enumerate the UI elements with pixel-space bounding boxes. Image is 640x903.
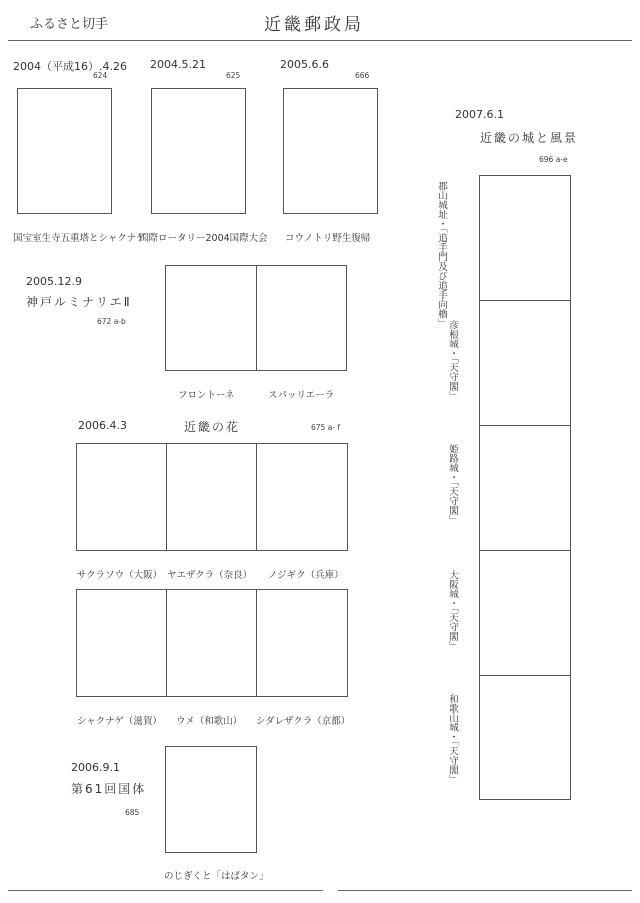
stamp-caption: ウメ（和歌山） [176,716,243,727]
stamp-frame [151,88,246,214]
stamp-caption-vertical: 郡山城址・「追手門及び追手向櫓」 [436,181,447,329]
issue-code: 666 [355,71,370,80]
issue-code: 624 [93,71,108,80]
issue-title: 神戸ルミナリエⅡ [26,295,132,309]
stamp-frame [166,589,257,697]
stamp-frame [17,88,112,214]
stamp-caption: ノジギク（兵庫） [268,570,344,581]
page-title: 近畿郵政局 [264,15,364,35]
footer-divider-right [338,890,632,891]
stamp-frame [283,88,378,214]
issue-title: 近畿の城と風景 [480,131,579,145]
stamp-caption-vertical: 姫路城・「天守閣」 [447,444,458,525]
issue-code: 675 a- f [311,423,341,432]
issue-code: 696 a-e [539,155,568,164]
stamp-caption: コウノトリ野生復帰 [285,233,371,244]
stamp-caption-vertical: 彦根城・「天守閣」 [447,320,458,401]
stamp-caption: フロントーネ [178,390,235,401]
stamp-frame [76,589,167,697]
issue-title: 近畿の花 [184,420,241,434]
issue-code: 672 a-b [97,317,126,326]
issue-date: 2005.12.9 [26,275,82,288]
stamp-frame [479,425,571,551]
footer-divider-left [8,890,323,891]
stamp-caption: サクラソウ（大阪） [77,570,163,581]
stamp-caption: のじぎくと「はばタン」 [164,871,269,882]
stamp-frame [479,175,571,301]
stamp-frame [76,443,167,551]
issue-date: 2007.6.1 [455,108,504,121]
stamp-frame [479,675,571,800]
stamp-caption-vertical: 和歌山城・「天守閣」 [447,694,458,785]
stamp-frame [166,443,257,551]
issue-date: 2004.5.21 [150,58,206,71]
issue-date: 2005.6.6 [280,58,329,71]
stamp-caption-vertical: 大阪城・「天守閣」 [447,570,458,651]
stamp-frame [256,265,347,371]
stamp-caption: ヤエザクラ（奈良） [167,570,253,581]
stamp-frame [256,443,348,551]
stamp-caption: 国宝室生寺五重塔とシャクナゲ [13,233,146,244]
stamp-frame [479,550,571,676]
stamp-frame [479,300,571,426]
issue-code: 625 [226,71,241,80]
issue-date: 2006.9.1 [71,761,120,774]
stamp-caption: シャクナゲ（滋賀） [77,716,162,727]
stamp-frame [165,265,257,371]
header-divider [8,40,632,41]
issue-title: 第61回国体 [71,782,147,796]
stamp-caption: スパッリエーラ [268,390,335,401]
issue-date: 2004（平成16）.4.26 [13,60,127,73]
stamp-caption: 国際ロータリー2004国際大会 [139,233,268,244]
issue-date: 2006.4.3 [78,419,127,432]
issue-code: 685 [125,808,140,817]
stamp-frame [165,746,257,853]
header-label: ふるさと切手 [30,17,109,32]
stamp-frame [256,589,348,697]
stamp-caption: シダレザクラ（京都） [256,716,351,727]
